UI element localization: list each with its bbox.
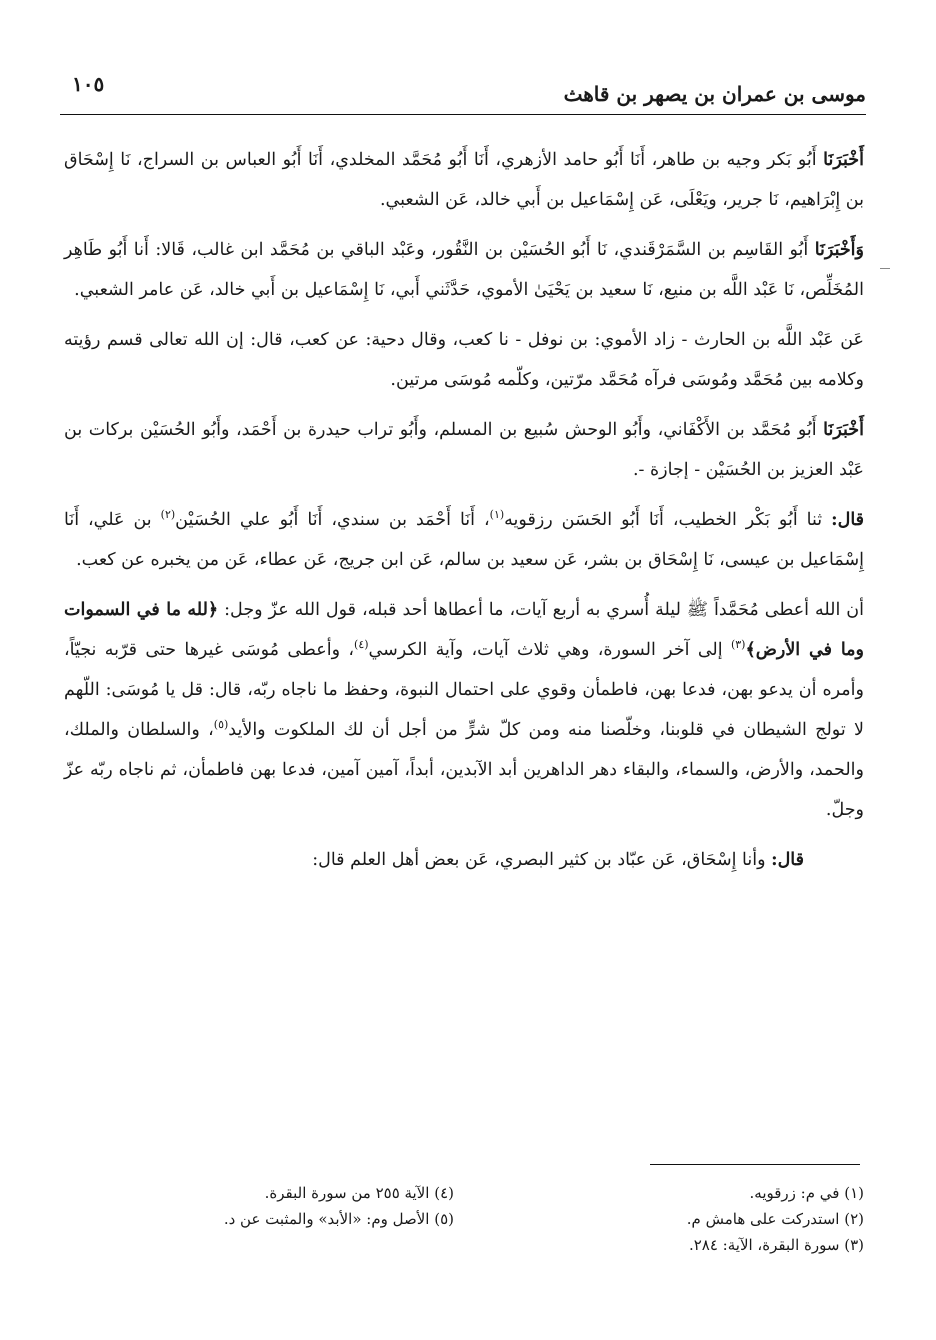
paragraph-1: [64, 140, 864, 220]
paragraph-6: [64, 590, 864, 830]
footnote-3: (٣) سورة البقرة، الآية: ٢٨٤.: [688, 1236, 864, 1254]
paragraph-4: [64, 410, 864, 490]
footnote-ref[interactable]: (٢): [160, 508, 176, 522]
paragraph-text: ، والسلطان والملك، والحمد، والأرض، والسماء، والبقاء دهر الداهرين أبد الآبدين، أبداً، آمين آمين، فدعا بهن فاطمأن، ثم ناجاه ربّه عزّ وجلّ.: [64, 720, 864, 820]
paragraph-text: إلى آخر السورة، وهي ثلاث آيات، وآية الكرسي: [368, 640, 731, 660]
footnote-ref[interactable]: (١): [489, 508, 505, 522]
paragraph-text: أَبُو القَاسِم بن السَّمَرْقَندي، نَا أَبُو الحُسَيْن بن النَّقُور، وعَبْد الباقي بن مُحَمَّد ابن غالب، قَالا: أَنا أَبُو طَاهِر المُخَلِّص، نَا عَبْد اللَّه بن منيع، نَا سعيد بن يَحْيَىٰ الأموي، حَدَّثَني أَبي، نَا إِسْمَاعيل بن أَبي خالد، عَن عامر الشعبي.: [64, 240, 864, 300]
paragraph-2: [64, 230, 864, 310]
paragraph-5: [64, 500, 864, 580]
footnote-4: (٤) الآية ٢٥٥ من سورة البقرة.: [264, 1184, 454, 1202]
paragraph-text: ، وأعطى مُوسَى غيرها حتى قرّبه نجيّاً، وأمره أن يدعو بهن، فدعا بهن، فاطمأن وقوي على احتمال النبوة، وحفظ ما ناجاه ربّه، قال: قل يا مُوسَى: اللّهم لا تولج الشيطان في قلوبنا، وخلّصنا منه ومن كلّ شرٍّ من أجل أن لك الملكوت والأيد: [64, 640, 864, 740]
paragraph-text: أن الله أعطى مُحَمَّداً ﷺ ليلة أُسري به أربع آيات، ما أعطاها أحد قبله، قول الله عزّ وجل:: [218, 600, 865, 620]
paragraph-lead: قال:: [771, 850, 804, 870]
footnote-1: (١) في م: زرقويه.: [749, 1184, 864, 1202]
footnote-ref[interactable]: (٥): [213, 718, 229, 732]
paragraph-lead: قال:: [831, 510, 865, 530]
page-header: [60, 64, 866, 115]
footnote-2: (٢) استدركت على هامش م.: [686, 1210, 864, 1228]
page-number: ١٠٥: [72, 72, 105, 96]
paragraph-text: ، أَنَا أَحْمَد بن سندي، أَنَا أَبُو علي الحُسَيْن: [175, 510, 490, 530]
paragraph-lead: أَخْبَرَنَا: [823, 150, 864, 170]
paragraph-text: عَن عَبْد اللَّه بن الحارث - زاد الأموي: بن نوفل - نا كعب، وقال دحية: عن كعب، قال: إن الله تعالى قسم رؤيته وكلامه بين مُحَمَّد ومُوسَى فرآه مُحَمَّد مرّتين، وكلّمه مُوسَى مرتين.: [64, 330, 864, 390]
footnote-rule: [650, 1164, 860, 1165]
paragraph-lead: أَخْبَرَنَا: [823, 420, 864, 440]
footnotes-left-column: [114, 1180, 454, 1232]
paragraph-text: وأنا إِسْحَاق، عَن عبّاد بن كثير البصري، عَن بعض أهل العلم قال:: [312, 850, 772, 870]
paragraph-text: ثنا أَبُو بَكْر الخطيب، أَنَا أَبُو الحَسَن رزقويه: [504, 510, 832, 530]
footnote-ref[interactable]: (٤): [354, 638, 369, 652]
margin-mark: [880, 268, 890, 269]
footnote-ref[interactable]: (٣): [730, 638, 746, 652]
footnote-5: (٥) الأصل وم: «الأبد» والمثبت عن د.: [223, 1210, 454, 1228]
paragraph-3: [64, 320, 864, 400]
running-head: موسى بن عمران بن يصهر بن قاهث: [563, 82, 866, 106]
quran-verse: ﴿لله ما في السموات وما في الأرض﴾: [64, 600, 864, 660]
body-text: [64, 140, 864, 890]
paragraph-text: أَبُو بَكر وجيه بن طاهر، أَنَا أَبُو حامد الأزهري، أَنَا أَبُو مُحَمَّد المخلدي، أَنَا أَبُو العباس بن السراج، نَا إِسْحَاق بن إِبْرَاهيم، نَا جرير، ويَعْلَى، عَن إِسْمَاعيل بن أَبي خالد، عَن الشعبي.: [64, 150, 864, 210]
paragraph-lead: وَأَخْبَرَنَا: [814, 240, 864, 260]
paragraph-7: [64, 840, 864, 880]
paragraph-text: بن عَلي، أَنَا إِسْمَاعيل بن عيسى، نَا إِسْحَاق بن بشر، عَن سعيد بن سالم، عَن ابن جريج، عَن عطاء، عَن من يخبره عن كعب.: [64, 510, 864, 570]
paragraph-text: أَبُو مُحَمَّد بن الأَكْفَاني، وأَبُو الوحش سُبيع بن المسلم، وأَبُو تراب حيدرة بن أَحْمَد، وأَبُو الحُسَيْن بركات بن عَبْد العزيز بن الحُسَيْن - إجازة -.: [64, 420, 864, 480]
footnotes-right-column: [504, 1180, 864, 1258]
